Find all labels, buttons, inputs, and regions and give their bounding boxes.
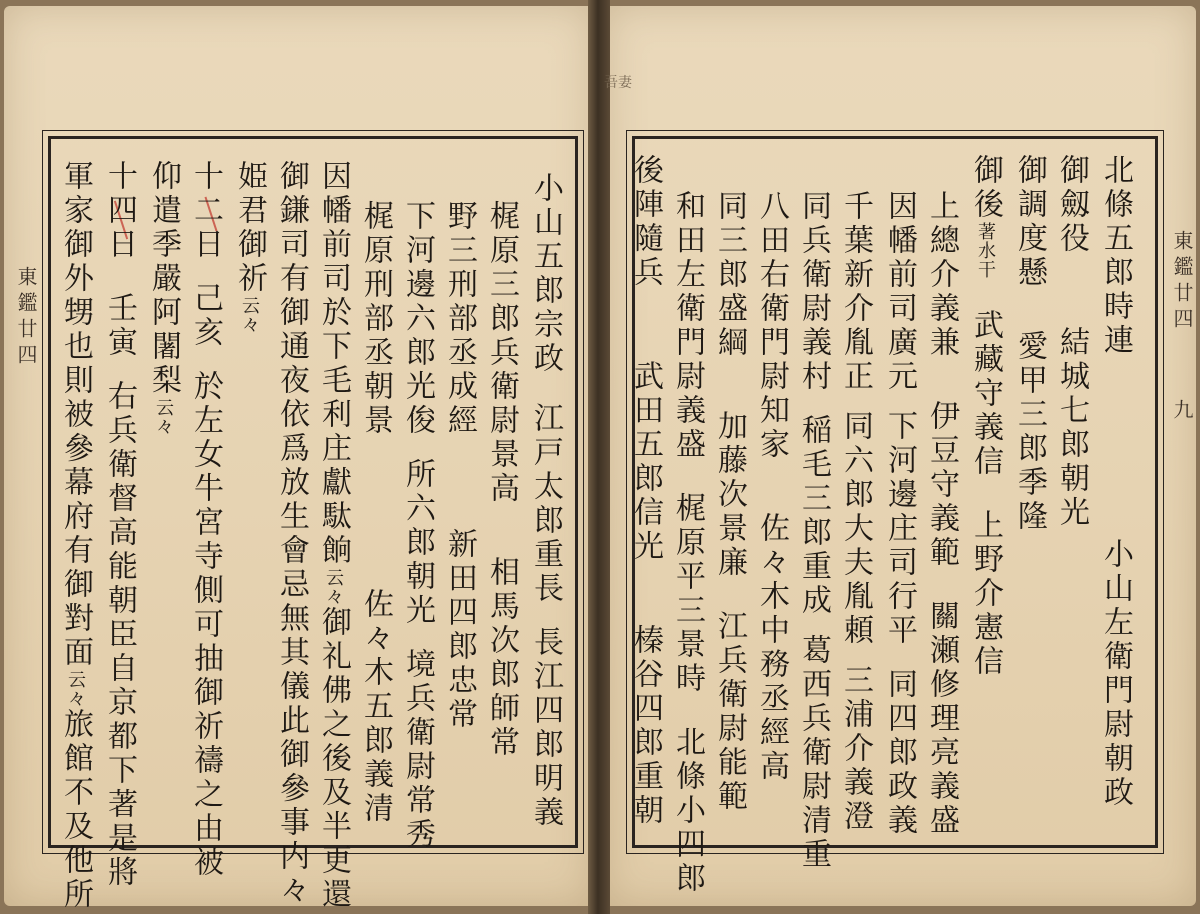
right-column-12: 後陣隨兵武田五郎信光榛谷四郎重朝 (628, 154, 663, 828)
left-spine-label: 東鑑廿四 (14, 266, 38, 370)
left-column-12: 軍家御外甥也則被參幕府有御對面云々旅館不及他所 (58, 160, 93, 912)
right-column-4: 御後著水干武藏守義信上野介憲信 (968, 154, 1003, 679)
right-column-5: 上總介義兼伊豆守義範關瀬修理亮義盛 (924, 190, 959, 838)
left-column-2: 梶原三郎兵衛尉景高相馬次郎師常 (484, 200, 519, 760)
left-column-7: 御鎌司有御通夜依爲放生會忌無其儀此御參事内々 (274, 160, 309, 908)
right-column-10: 同三郎盛綱加藤次景廉江兵衛尉能範 (712, 190, 747, 814)
right-column-11: 和田左衛門尉義盛梶原平三景時北條小四郎 (670, 190, 705, 896)
right-column-9: 八田右衛門尉知家佐々木中務丞經高 (754, 190, 789, 784)
right-column-2: 御劔役結城七郎朝光 (1054, 154, 1089, 530)
left-column-4: 下河邊六郎光俊所六郎朝光境兵衛尉常秀 (400, 200, 435, 852)
fold-mark: 吾妻 (604, 75, 632, 91)
left-column-11: 十四日壬寅右兵衛督高能朝臣自京都下著是將 (102, 160, 137, 890)
right-column-8: 同兵衛尉義村稲毛三郎重成葛西兵衛尉清重 (796, 190, 831, 872)
right-column-6: 因幡前司廣元下河邊庄司行平同四郎政義 (882, 190, 917, 838)
left-column-5: 梶原刑部丞朝景佐々木五郎義清 (358, 200, 393, 826)
book-gutter (588, 0, 610, 914)
left-column-1: 小山五郎宗政江戸太郎重長長江四郎明義 (528, 172, 563, 830)
left-column-10: 仰遣季嚴阿闍梨云々 (146, 160, 181, 436)
right-column-7: 千葉新介胤正同六郎大夫胤頼三浦介義澄 (838, 190, 873, 834)
left-column-8: 姫君御祈云々 (232, 160, 267, 334)
left-column-9: 十二日己亥於左女牛宮寺側可抽御祈禱之由被 (188, 160, 223, 880)
left-column-6: 因幡前司於下毛利庄獻駄餉云々御礼佛之後及半更還 (316, 160, 351, 912)
right-spine-label: 東鑑廿四 九 (1170, 230, 1194, 425)
right-column-1: 北條五郎時連小山左衛門尉朝政 (1098, 154, 1133, 810)
right-column-3: 御調度懸愛甲三郎季隆 (1012, 154, 1047, 534)
left-column-3: 野三刑部丞成經新田四郎忠常 (442, 200, 477, 732)
